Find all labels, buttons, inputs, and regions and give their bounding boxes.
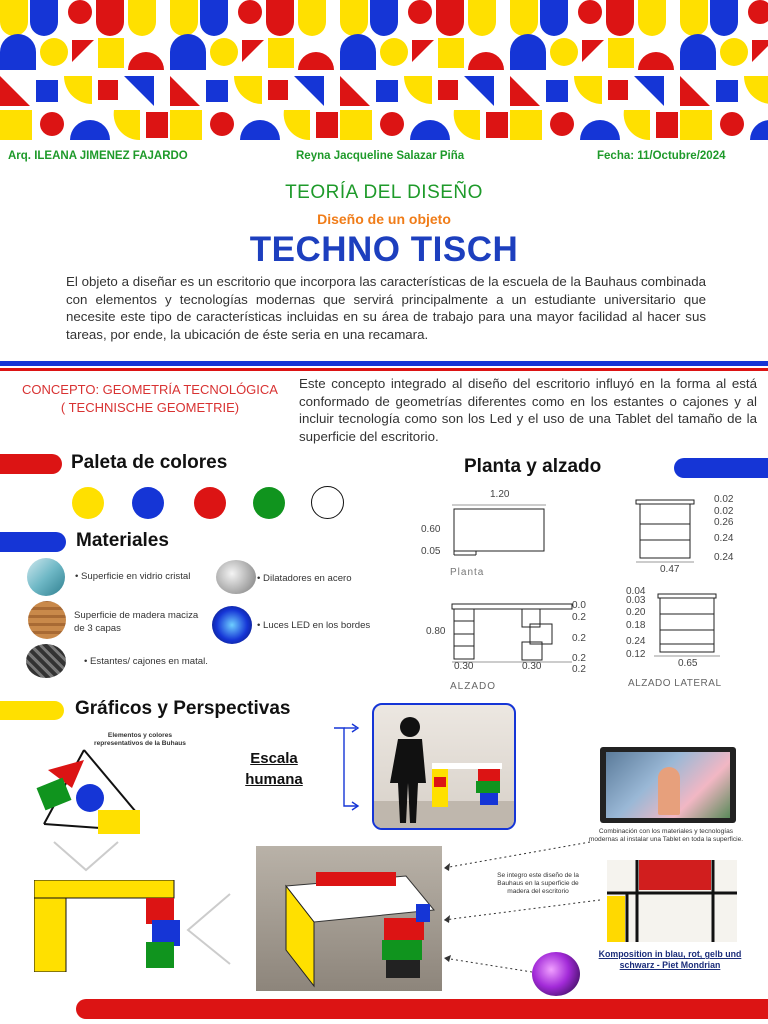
concept-title-de: ( TECHNISCHE GEOMETRIE) xyxy=(60,400,240,415)
tablet-photo xyxy=(600,747,736,823)
front-right-width: 0.30 xyxy=(522,661,542,672)
materials-title: Materiales xyxy=(76,530,169,551)
front-dim-3: 0.2 xyxy=(572,633,586,644)
blue-pill-decor-left xyxy=(0,532,66,552)
front-dim-1: 0.0 xyxy=(572,600,586,611)
human-scale-label: Escala humana xyxy=(245,750,303,788)
blue-pill-decor xyxy=(674,458,768,478)
side-dim-6: 0.12 xyxy=(626,649,646,661)
palette-swatch-green xyxy=(253,487,285,519)
material-label-wood: Superficie de madera maciza de 3 capas xyxy=(74,610,199,634)
student-name: Reyna Jacqueline Salazar Piña xyxy=(296,150,465,162)
front-dim-5: 0.2 xyxy=(572,664,586,675)
side-top-dim-4: 0.24 xyxy=(714,532,734,544)
mondrian-title: Komposition in blau, rot, gelb und schwarz - Piet Mondrian xyxy=(598,949,742,970)
front-left-width: 0.30 xyxy=(454,661,474,672)
architect-name: Arq. ILEANA JIMENEZ FAJARDO xyxy=(8,150,188,162)
tablet-caption: Combinación con los materiales y tecnologías modernas al instalar una Tablet en toda la superficie. xyxy=(588,828,744,844)
human-scale-photo xyxy=(372,703,516,830)
tablet-figure xyxy=(658,767,680,815)
glass-icon xyxy=(27,558,65,596)
side-top-drawing xyxy=(628,490,748,580)
palette-swatch-blue xyxy=(132,487,164,519)
mondrian-painting xyxy=(607,860,737,942)
front-height-label: 0.80 xyxy=(426,626,446,637)
metal-icon xyxy=(26,644,66,678)
subtitle: Diseño de un objeto xyxy=(317,211,451,227)
material-label-glass: Superficie en vidrio cristal xyxy=(81,571,191,582)
material-item-wood xyxy=(74,610,204,635)
bauhaus-elements-graphic xyxy=(36,746,176,838)
plan-width-label: 1.20 xyxy=(490,489,510,500)
material-label-led: Luces LED en los bordes xyxy=(263,620,371,631)
desk-perspective-photo xyxy=(256,846,442,991)
divider-red xyxy=(0,368,768,371)
side-top-dims xyxy=(714,494,733,564)
date-label: Fecha: 11/Octubre/2024 xyxy=(597,150,726,162)
palette-swatch-yellow xyxy=(72,487,104,519)
elements-caption: Elementos y colores representativos de la Buhaus xyxy=(94,732,186,748)
course-title: TEORÍA DEL DISEÑO xyxy=(285,182,483,203)
chevron-left-icon xyxy=(184,892,234,966)
intro-paragraph: El objeto a diseñar es un escritorio que incorpora las características de la escuela de la Bauhaus combinada con elementos y tecnologías modernas que servirá principalmente a un estudiante universitario que necesite este tipo de características incluidas en su área de trabajo para una mayor facilidad al hacer sus tareas, por ende, la ubicación de éste seria en una recamara. xyxy=(66,274,706,342)
side-elevation-drawing xyxy=(624,586,764,696)
side-top-dim-1: 0.02 xyxy=(714,494,734,505)
mondrian-caption: Se integro este diseño de la Bauhaus en la superficie de madera del escritorio xyxy=(497,872,579,896)
side-caption: ALZADO LATERAL xyxy=(628,678,722,689)
bauhaus-letter-graphic xyxy=(34,880,184,972)
concept-description: Este concepto integrado al diseño del escritorio influyó en la forma al está conformado de geometrías diferentes como en los estantes o cajones y al incluir tecnología como son los Led y el uso de una Tablet del tamaño de la superficie del escritorio. xyxy=(299,376,757,444)
bottom-red-bar xyxy=(76,999,768,1019)
bauhaus-pattern-band xyxy=(0,0,768,140)
material-label-steel: Dilatadores en acero xyxy=(263,573,352,584)
material-item-steel: • Dilatadores en acero xyxy=(257,573,352,584)
graphics-title: Gráficos y Perspectivas xyxy=(75,698,291,719)
steel-spacers-icon xyxy=(216,560,256,594)
side-dim-5: 0.24 xyxy=(626,635,646,647)
material-item-glass: • Superficie en vidrio cristal xyxy=(75,571,191,582)
led-icon xyxy=(212,606,252,644)
chevron-down-icon xyxy=(50,840,122,874)
material-item-metal: • Estantes/ cajones en matal. xyxy=(84,656,208,667)
material-label-metal: Estantes/ cajones en matal. xyxy=(90,656,208,667)
plan-caption: Planta xyxy=(450,567,485,578)
dotted-connectors xyxy=(440,840,600,980)
front-caption: ALZADO xyxy=(450,681,497,692)
plan-step-label: 0.05 xyxy=(421,546,441,557)
palette-swatch-red xyxy=(194,487,226,519)
front-dim-4: 0.2 xyxy=(572,652,586,664)
divider-blue xyxy=(0,361,768,366)
main-title: TECHNO TISCH xyxy=(249,230,519,269)
side-dim-1: 0.04 xyxy=(626,586,646,597)
desk-perspective-illustration xyxy=(256,846,442,991)
front-dim-2: 0.2 xyxy=(572,611,586,623)
wood-icon xyxy=(28,601,66,639)
plan-drawing xyxy=(418,485,558,585)
human-scale-illustration xyxy=(374,705,514,828)
palette-title: Paleta de colores xyxy=(71,452,228,473)
plan-depth-label: 0.60 xyxy=(421,524,441,535)
led-photo-thumbnail xyxy=(532,952,580,996)
side-dim-2: 0.03 xyxy=(626,595,646,607)
side-top-dim-2: 0.02 xyxy=(714,505,734,517)
side-top-dim-5: 0.24 xyxy=(714,552,734,563)
side-width: 0.65 xyxy=(678,658,698,669)
front-dims xyxy=(572,600,586,676)
front-elevation-drawing xyxy=(426,596,591,696)
plan-drawing-lines xyxy=(418,485,558,585)
side-top-dim-3: 0.26 xyxy=(714,517,734,528)
side-dims xyxy=(626,587,645,659)
side-dim-3: 0.20 xyxy=(626,606,646,618)
concept-title-es: CONCEPTO: GEOMETRÍA TECNOLÓGICA xyxy=(22,382,278,397)
yellow-pill-decor xyxy=(0,701,64,720)
concept-title xyxy=(10,381,290,417)
bracket-arrows xyxy=(330,722,364,814)
side-dim-4: 0.18 xyxy=(626,620,646,632)
red-pill-decor xyxy=(0,454,62,474)
palette-swatch-white xyxy=(311,486,344,519)
side-top-width: 0.47 xyxy=(660,564,680,575)
material-item-led: • Luces LED en los bordes xyxy=(257,620,371,631)
drawings-title: Planta y alzado xyxy=(464,456,602,477)
